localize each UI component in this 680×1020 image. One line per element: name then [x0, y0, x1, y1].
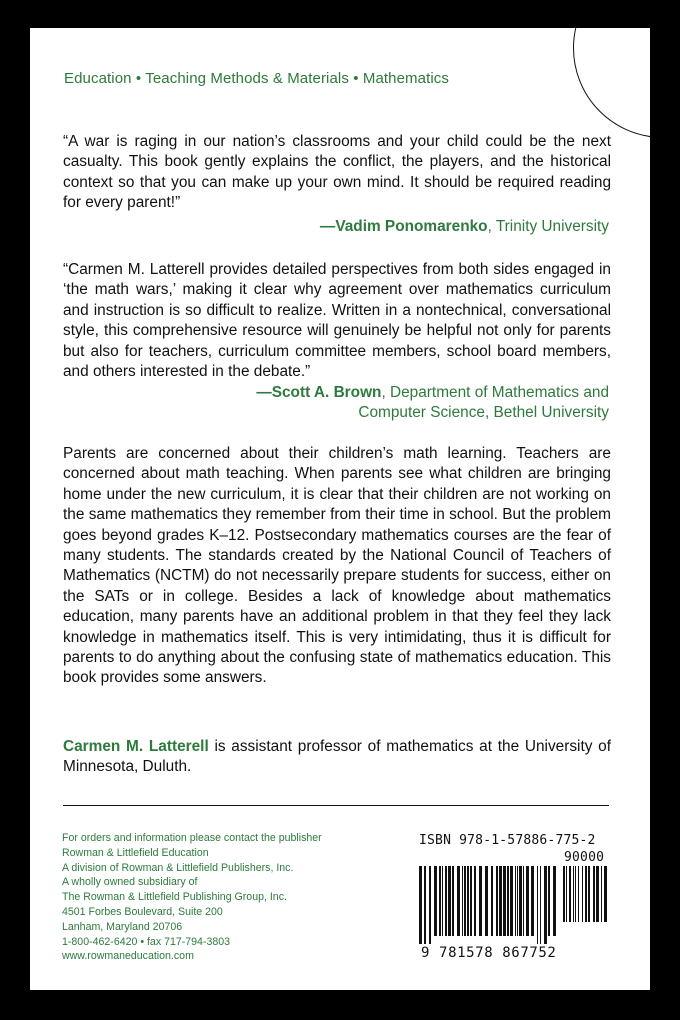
publisher-info: [62, 831, 322, 964]
barcode-bar: [515, 866, 516, 936]
barcode-bar: [499, 866, 502, 936]
barcode-bar: [467, 866, 469, 936]
barcode-bar: [424, 866, 426, 944]
publisher-line: 4501 Forbes Boulevard, Suite 200: [62, 905, 223, 918]
barcode-number: 9 781578 867752: [421, 945, 557, 961]
publisher-line: A division of Rowman & Littlefield Publishers, Inc.: [62, 861, 294, 874]
barcode-bar: [510, 866, 513, 936]
isbn-barcode: [418, 866, 560, 944]
barcode-bar: [537, 866, 538, 944]
publisher-line: For orders and information please contact the publisher: [62, 832, 322, 844]
barcode-bar: [448, 866, 451, 936]
addon-barcode: [562, 866, 612, 930]
barcode-bar: [519, 866, 522, 936]
publisher-line: A wholly owned subsidiary of: [62, 876, 198, 889]
author-bio: [63, 737, 611, 778]
section-divider: [63, 805, 609, 806]
barcode-bar: [573, 866, 574, 922]
barcode-bar: [585, 866, 587, 922]
barcode-bar: [442, 866, 443, 936]
barcode-bar: [566, 866, 567, 922]
barcode-bar: [517, 866, 518, 936]
publisher-line: Rowman & Littlefield Education: [62, 846, 209, 859]
barcode-bar: [593, 866, 595, 922]
book-description: Parents are concerned about their children’s math learning. Teachers are concerned about math teaching. When parents see what children are bringing home under the new curriculum, it is clear that their children are not working on the same mathematics they remember from their time in school. But the problem goes beyond grades K–12. Postsecondary mathematics courses are the fear of many students. The standards created by the National Council of Teachers of Mathematics (NCTM) do not necessarily prepare students for success, either on the SATs or in college. Besides a lack of knowledge about mathematics education, many parents have an additional problem in that they feel they lack knowledge in mathematics itself. This is very intimidating, thus it is difficult for parents to do anything about the confusing state of mathematics education. This book provides some answers.: [63, 445, 611, 687]
barcode-bar: [464, 866, 466, 936]
barcode-bar: [578, 866, 579, 922]
barcode-bar: [582, 866, 583, 922]
barcode-bar: [462, 866, 463, 936]
quote-brown: “Carmen M. Latterell provides detailed perspectives from both sides engaged in ‘the math wars,’ making it clear why agreement over mathematics curriculum and instruction is so difficult to realize. Written in a nontechnical, conversational style, this comprehensive resource will genuinely be helpful not only for parents but also for teachers, curriculum committee members, school board members, and others interested in the debate.”: [63, 261, 611, 381]
barcode-bar: [601, 866, 602, 922]
barcode-bar: [485, 866, 488, 936]
barcode-bar: [531, 866, 534, 936]
barcode-bar: [452, 866, 454, 936]
author-bio-text: is assistant professor of mathematics at the University of Minnesota, Duluth.: [63, 738, 611, 776]
barcode-bar: [588, 866, 590, 922]
quote-brown-affiliation-line1: , Department of Mathematics and: [381, 384, 609, 401]
barcode-bar: [548, 866, 550, 936]
barcode-bar: [429, 866, 431, 944]
barcode-bar: [434, 866, 437, 936]
isbn-label: ISBN 978-1-57886-775-2: [419, 833, 596, 848]
publisher-line: 1-800-462-6420 • fax 717-794-3803: [62, 935, 231, 948]
quote-brown-attribution: [256, 383, 609, 424]
barcode-bar: [439, 866, 441, 936]
barcode-bar: [503, 866, 506, 936]
quote-ponomarenko-attribution: [320, 217, 609, 237]
barcode-bar: [553, 866, 556, 936]
quote-ponomarenko-author: —Vadim Ponomarenko: [319, 218, 488, 235]
barcode-bar: [496, 866, 498, 936]
barcode-bar: [575, 866, 576, 922]
publisher-line: Lanham, Maryland 20706: [62, 920, 183, 933]
author-bio-name: Carmen M. Latterell: [63, 738, 209, 755]
barcode-bar: [540, 866, 541, 944]
barcode-bar: [526, 866, 529, 936]
barcode-bar: [445, 866, 447, 936]
barcode-bar: [544, 866, 547, 944]
barcode-bar: [604, 866, 607, 922]
publisher-line: www.rowmaneducation.com: [62, 950, 194, 963]
barcode-bar: [491, 866, 493, 936]
quote-brown-affiliation-line2: Computer Science, Bethel University: [358, 404, 609, 422]
back-cover: [30, 28, 650, 990]
barcode-bar: [596, 866, 599, 922]
barcode-bar: [474, 866, 476, 936]
barcode-bar: [470, 866, 472, 936]
barcode-bar: [569, 866, 571, 922]
publisher-line: The Rowman & Littlefield Publishing Group, Inc.: [62, 891, 287, 904]
barcode-bar: [419, 866, 422, 944]
quote-brown-author: —Scott A. Brown: [256, 384, 382, 401]
subject-categories: Education • Teaching Methods & Materials • Mathematics: [64, 70, 449, 87]
quote-ponomarenko: “A war is raging in our nation’s classrooms and your child could be the next casualty. This book gently explains the conflict, the players, and the historical context so that you can make up your own mind. It should be required reading for every parent!”: [63, 133, 611, 212]
barcode-bar: [479, 866, 482, 936]
barcode-bar: [457, 866, 460, 936]
barcode-bar: [523, 866, 524, 936]
corner-arc-decoration: [573, 28, 650, 138]
barcode-bar: [507, 866, 509, 936]
quote-ponomarenko-affiliation: , Trinity University: [487, 218, 609, 235]
barcode-addon-price: 90000: [564, 850, 605, 865]
barcode-bar: [563, 866, 565, 922]
